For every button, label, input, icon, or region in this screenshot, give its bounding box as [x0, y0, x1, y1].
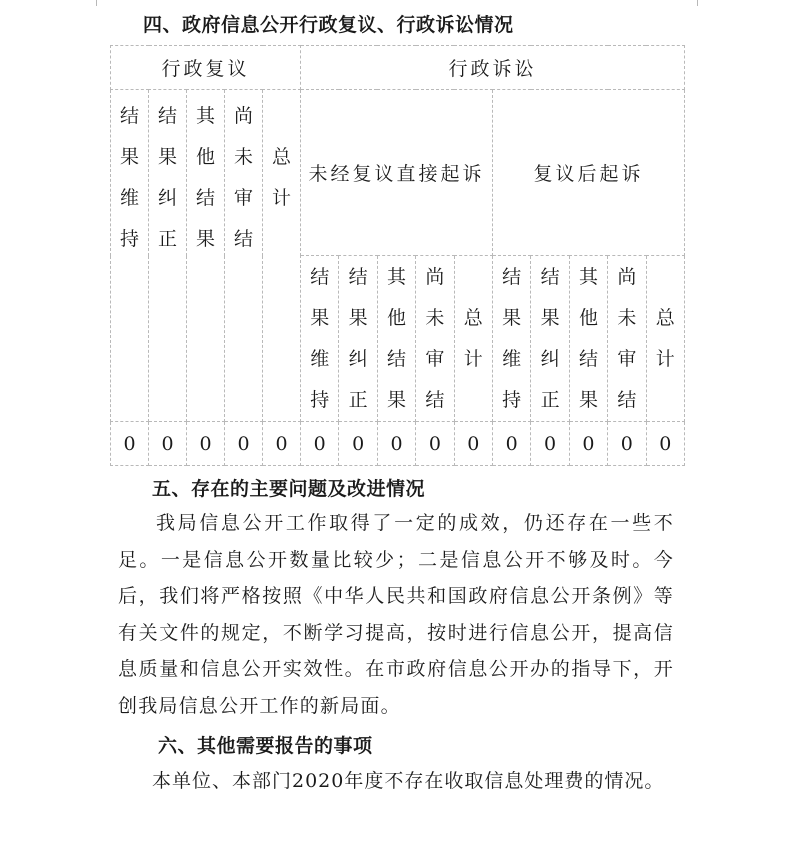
value-cell: 0 — [416, 422, 454, 466]
section5-heading: 五、存在的主要问题及改进情况 — [152, 478, 426, 500]
litigation-header: 行政诉讼 — [301, 46, 685, 90]
value-cell: 0 — [339, 422, 377, 466]
section6-paragraph: 本单位、本部门2020年度不存在收取信息处理费的情况。 — [152, 770, 665, 792]
value-cell: 0 — [492, 422, 530, 466]
review-col-header: 其他结果 — [187, 90, 225, 422]
value-cell: 0 — [187, 422, 225, 466]
after-review-col-header: 结果维持 — [492, 256, 530, 422]
value-cell: 0 — [377, 422, 415, 466]
after-review-litigation-header: 复议后起诉 — [492, 90, 684, 256]
review-col-header: 结果维持 — [111, 90, 149, 422]
direct-col-header: 总计 — [454, 256, 492, 422]
direct-litigation-header: 未经复议直接起诉 — [301, 90, 493, 256]
review-litigation-table — [110, 45, 685, 466]
review-header: 行政复议 — [111, 46, 301, 90]
review-col-header: 结果纠正 — [149, 90, 187, 422]
direct-col-header: 结果纠正 — [339, 256, 377, 422]
review-col-header: 尚未审结 — [225, 90, 263, 422]
after-review-col-header: 其他结果 — [569, 256, 607, 422]
direct-col-header: 尚未审结 — [416, 256, 454, 422]
value-cell: 0 — [225, 422, 263, 466]
value-cell: 0 — [263, 422, 301, 466]
value-cell: 0 — [111, 422, 149, 466]
after-review-col-header: 总计 — [646, 256, 685, 422]
after-review-col-header: 结果纠正 — [531, 256, 569, 422]
after-review-col-header: 尚未审结 — [608, 256, 646, 422]
direct-col-header: 其他结果 — [377, 256, 415, 422]
value-cell: 0 — [454, 422, 492, 466]
page-corner-mark-left — [96, 0, 97, 6]
review-col-header: 总计 — [263, 90, 301, 422]
section6-heading: 六、其他需要报告的事项 — [158, 735, 373, 757]
value-cell: 0 — [149, 422, 187, 466]
value-cell: 0 — [531, 422, 569, 466]
value-cell: 0 — [608, 422, 646, 466]
section5-paragraph: 我局信息公开工作取得了一定的成效，仍还存在一些不足。一是信息公开数量比较少；二是信息公开不够及时。今后，我们将严格按照《中华人民共和国政府信息公开条例》等有关文件的规定，不断学习提高，按时进行信息公开，提高信息质量和信息公开实效性。在市政府信息公开办的指导下，开创我局信息公开工作的新局面。 — [118, 512, 674, 717]
section4-heading: 四、政府信息公开行政复议、行政诉讼情况 — [143, 14, 514, 36]
value-cell: 0 — [569, 422, 607, 466]
value-cell: 0 — [301, 422, 339, 466]
value-cell: 0 — [646, 422, 685, 466]
page-corner-mark-right — [697, 0, 698, 6]
direct-col-header: 结果维持 — [301, 256, 339, 422]
